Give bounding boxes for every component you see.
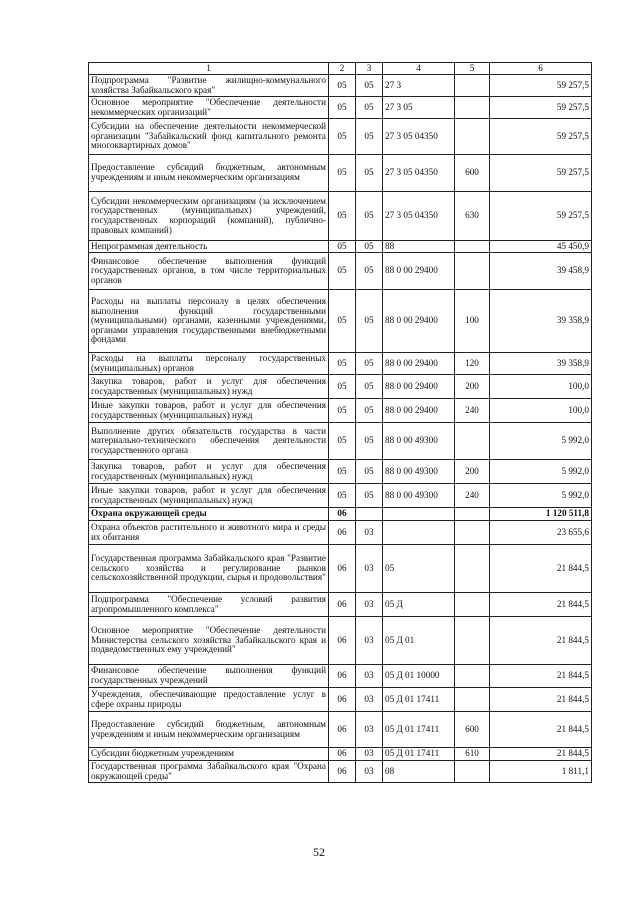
row-name-cell: Непрограммная деятельность	[89, 241, 329, 253]
row-section-cell: 06	[329, 508, 356, 521]
row-section-cell: 05	[329, 75, 356, 97]
row-expense-type-cell: 240	[455, 484, 490, 508]
row-section-cell: 06	[329, 748, 356, 761]
row-section-cell: 06	[329, 545, 356, 593]
row-target-article-cell: 27 3 05 04350	[383, 192, 455, 241]
row-section-cell: 05	[329, 423, 356, 460]
row-amount-cell: 45 450,9	[490, 241, 592, 253]
row-subsection-cell: 05	[356, 97, 383, 119]
row-expense-type-cell	[455, 423, 490, 460]
table-row	[89, 423, 592, 460]
row-expense-type-cell	[455, 521, 490, 545]
row-name-cell: Иные закупки товаров, работ и услуг для обеспечения государственных (муниципальных) нужд	[89, 484, 329, 508]
row-subsection-cell: 03	[356, 665, 383, 688]
table-row	[89, 617, 592, 665]
row-section-cell: 05	[329, 97, 356, 119]
row-section-cell: 06	[329, 665, 356, 688]
row-name-cell: Государственная программа Забайкальского края "Развитие сельского хозяйства и регулирование рынков сельскохозяйственной продукции, сырья и продовольствия"	[89, 545, 329, 593]
row-subsection-cell: 05	[356, 119, 383, 155]
row-expense-type-cell: 240	[455, 399, 490, 423]
row-target-article-cell: 88 0 00 49300	[383, 460, 455, 484]
budget-table	[88, 62, 592, 783]
table-row	[89, 75, 592, 97]
row-subsection-cell: 05	[356, 241, 383, 253]
row-target-article-cell: 27 3 05 04350	[383, 155, 455, 192]
table-row	[89, 253, 592, 290]
row-amount-cell: 21 844,5	[490, 617, 592, 665]
row-section-cell: 05	[329, 253, 356, 290]
row-amount-cell: 39 358,9	[490, 353, 592, 375]
row-expense-type-cell	[455, 253, 490, 290]
row-expense-type-cell	[455, 665, 490, 688]
page-number: 52	[313, 845, 325, 859]
row-name-cell: Субсидии некоммерческим организациям (за исключением государственных (муниципальных) учреждений, государственных корпораций (компаний), публично-правовых компаний)	[89, 192, 329, 241]
row-subsection-cell: 03	[356, 545, 383, 593]
table-row	[89, 460, 592, 484]
table-row	[89, 290, 592, 353]
row-subsection-cell: 03	[356, 521, 383, 545]
row-section-cell: 05	[329, 155, 356, 192]
row-name-cell: Подпрограмма "Развитие жилищно-коммунального хозяйства Забайкальского края"	[89, 75, 329, 97]
row-target-article-cell: 05 Д 01 10000	[383, 665, 455, 688]
table-row	[89, 353, 592, 375]
row-expense-type-cell	[455, 545, 490, 593]
row-target-article-cell: 08	[383, 761, 455, 783]
table-row	[89, 748, 592, 761]
row-expense-type-cell	[455, 688, 490, 712]
row-name-cell: Закупка товаров, работ и услуг для обеспечения государственных (муниципальных) нужд	[89, 460, 329, 484]
row-name-cell: Предоставление субсидий бюджетным, автономным учреждениям и иным некоммерческим организациям	[89, 712, 329, 748]
row-subsection-cell: 05	[356, 155, 383, 192]
row-amount-cell: 59 257,5	[490, 155, 592, 192]
row-expense-type-cell	[455, 761, 490, 783]
row-target-article-cell: 27 3 05	[383, 97, 455, 119]
row-amount-cell: 21 844,5	[490, 593, 592, 617]
row-target-article-cell: 05 Д 01 17411	[383, 712, 455, 748]
row-name-cell: Охрана объектов растительного и животного мира и среды их обитания	[89, 521, 329, 545]
table-row	[89, 241, 592, 253]
table-row	[89, 399, 592, 423]
row-target-article-cell: 05 Д 01 17411	[383, 748, 455, 761]
row-amount-cell: 21 844,5	[490, 688, 592, 712]
table-row	[89, 508, 592, 521]
row-amount-cell: 5 992,0	[490, 423, 592, 460]
row-target-article-cell: 05 Д	[383, 593, 455, 617]
row-section-cell: 06	[329, 521, 356, 545]
column-header: 5	[455, 63, 490, 75]
row-target-article-cell: 27 3	[383, 75, 455, 97]
row-amount-cell: 39 458,9	[490, 253, 592, 290]
row-amount-cell: 59 257,5	[490, 75, 592, 97]
row-subsection-cell: 05	[356, 253, 383, 290]
row-name-cell: Государственная программа Забайкальского края "Охрана окружающей среды"	[89, 761, 329, 783]
column-header: 3	[356, 63, 383, 75]
row-expense-type-cell: 100	[455, 290, 490, 353]
row-section-cell: 05	[329, 353, 356, 375]
table-row	[89, 712, 592, 748]
row-target-article-cell: 27 3 05 04350	[383, 119, 455, 155]
row-name-cell: Финансовое обеспечение выполнения функций государственных органов, в том числе территориальных органов	[89, 253, 329, 290]
row-expense-type-cell: 600	[455, 712, 490, 748]
row-amount-cell: 23 655,6	[490, 521, 592, 545]
row-subsection-cell: 05	[356, 484, 383, 508]
row-target-article-cell: 88 0 00 29400	[383, 353, 455, 375]
row-subsection-cell: 03	[356, 617, 383, 665]
row-subsection-cell: 05	[356, 192, 383, 241]
row-expense-type-cell: 200	[455, 375, 490, 399]
row-subsection-cell: 05	[356, 423, 383, 460]
row-target-article-cell	[383, 521, 455, 545]
row-expense-type-cell	[455, 508, 490, 521]
row-expense-type-cell	[455, 119, 490, 155]
row-subsection-cell: 05	[356, 290, 383, 353]
row-section-cell: 06	[329, 712, 356, 748]
row-expense-type-cell: 610	[455, 748, 490, 761]
row-subsection-cell: 05	[356, 75, 383, 97]
row-name-cell: Иные закупки товаров, работ и услуг для обеспечения государственных (муниципальных) нужд	[89, 399, 329, 423]
table-row	[89, 521, 592, 545]
row-target-article-cell: 88 0 00 29400	[383, 253, 455, 290]
row-amount-cell: 100,0	[490, 375, 592, 399]
row-amount-cell: 1 811,1	[490, 761, 592, 783]
row-amount-cell: 39 358,9	[490, 290, 592, 353]
row-section-cell: 05	[329, 192, 356, 241]
row-name-cell: Субсидии на обеспечение деятельности некоммерческой организации "Забайкальский фонд капитального ремонта многоквартирных домов"	[89, 119, 329, 155]
row-target-article-cell: 88 0 00 49300	[383, 484, 455, 508]
row-subsection-cell: 03	[356, 688, 383, 712]
row-amount-cell: 21 844,5	[490, 748, 592, 761]
row-name-cell: Финансовое обеспечение выполнения функций государственных учреждений	[89, 665, 329, 688]
row-target-article-cell: 05	[383, 545, 455, 593]
row-section-cell: 06	[329, 688, 356, 712]
row-name-cell: Субсидии бюджетным учреждениям	[89, 748, 329, 761]
column-header: 4	[383, 63, 455, 75]
table-body	[89, 75, 592, 783]
row-name-cell: Основное мероприятие "Обеспечение деятельности некоммерческих организаций"	[89, 97, 329, 119]
row-amount-cell: 59 257,5	[490, 97, 592, 119]
row-expense-type-cell	[455, 617, 490, 665]
row-name-cell: Учреждения, обеспечивающие предоставление услуг в сфере охраны природы	[89, 688, 329, 712]
row-name-cell: Предоставление субсидий бюджетным, автономным учреждениям и иным некоммерческим организациям	[89, 155, 329, 192]
row-section-cell: 05	[329, 460, 356, 484]
row-section-cell: 05	[329, 241, 356, 253]
row-subsection-cell: 03	[356, 593, 383, 617]
row-subsection-cell: 05	[356, 375, 383, 399]
row-target-article-cell: 88	[383, 241, 455, 253]
row-name-cell: Закупка товаров, работ и услуг для обеспечения государственных (муниципальных) нужд	[89, 375, 329, 399]
row-subsection-cell: 03	[356, 712, 383, 748]
table-row	[89, 593, 592, 617]
row-amount-cell: 100,0	[490, 399, 592, 423]
column-header: 1	[89, 63, 329, 75]
table-row	[89, 119, 592, 155]
row-expense-type-cell: 630	[455, 192, 490, 241]
row-target-article-cell: 88 0 00 29400	[383, 375, 455, 399]
row-expense-type-cell	[455, 97, 490, 119]
table-row	[89, 484, 592, 508]
row-amount-cell: 5 992,0	[490, 460, 592, 484]
row-target-article-cell: 05 Д 01	[383, 617, 455, 665]
table-row	[89, 665, 592, 688]
row-subsection-cell: 05	[356, 460, 383, 484]
row-subsection-cell: 05	[356, 399, 383, 423]
row-subsection-cell: 03	[356, 761, 383, 783]
row-expense-type-cell	[455, 75, 490, 97]
row-subsection-cell: 03	[356, 748, 383, 761]
row-amount-cell: 1 120 511,8	[490, 508, 592, 521]
row-name-cell: Подпрограмма "Обеспечение условий развития агропромышленного комплекса"	[89, 593, 329, 617]
column-header: 2	[329, 63, 356, 75]
row-name-cell: Охрана окружающей среды	[89, 508, 329, 521]
row-section-cell: 05	[329, 119, 356, 155]
row-amount-cell: 21 844,5	[490, 712, 592, 748]
table-row	[89, 375, 592, 399]
row-section-cell: 06	[329, 593, 356, 617]
row-section-cell: 05	[329, 484, 356, 508]
row-target-article-cell: 05 Д 01 17411	[383, 688, 455, 712]
row-name-cell: Основное мероприятие "Обеспечение деятельности Министерства сельского хозяйства Забайкальского края и подведомственных ему учреждений"	[89, 617, 329, 665]
row-section-cell: 06	[329, 761, 356, 783]
row-amount-cell: 59 257,5	[490, 192, 592, 241]
row-amount-cell: 21 844,5	[490, 545, 592, 593]
table-row	[89, 545, 592, 593]
row-section-cell: 06	[329, 617, 356, 665]
table-row	[89, 761, 592, 783]
row-expense-type-cell: 120	[455, 353, 490, 375]
row-amount-cell: 21 844,5	[490, 665, 592, 688]
table-row	[89, 97, 592, 119]
row-expense-type-cell	[455, 241, 490, 253]
row-target-article-cell: 88 0 00 29400	[383, 399, 455, 423]
row-target-article-cell: 88 0 00 29400	[383, 290, 455, 353]
row-target-article-cell: 88 0 00 49300	[383, 423, 455, 460]
row-expense-type-cell: 600	[455, 155, 490, 192]
row-expense-type-cell: 200	[455, 460, 490, 484]
column-header: 6	[490, 63, 592, 75]
table-row	[89, 192, 592, 241]
row-name-cell: Расходы на выплаты персоналу государственных (муниципальных) органов	[89, 353, 329, 375]
table-row	[89, 155, 592, 192]
row-amount-cell: 59 257,5	[490, 119, 592, 155]
row-expense-type-cell	[455, 593, 490, 617]
row-section-cell: 05	[329, 399, 356, 423]
row-name-cell: Расходы на выплаты персоналу в целях обеспечения выполнения функций государственными (муниципальными) органами, казенными учреждениями, органами управления государственными внебюджетными фондами	[89, 290, 329, 353]
row-subsection-cell	[356, 508, 383, 521]
row-subsection-cell: 05	[356, 353, 383, 375]
row-name-cell: Выполнение других обязательств государства в части материально-технического обеспечения деятельности государственного органа	[89, 423, 329, 460]
row-target-article-cell	[383, 508, 455, 521]
table-header-row	[89, 63, 592, 75]
row-section-cell: 05	[329, 290, 356, 353]
row-section-cell: 05	[329, 375, 356, 399]
table-row	[89, 688, 592, 712]
row-amount-cell: 5 992,0	[490, 484, 592, 508]
